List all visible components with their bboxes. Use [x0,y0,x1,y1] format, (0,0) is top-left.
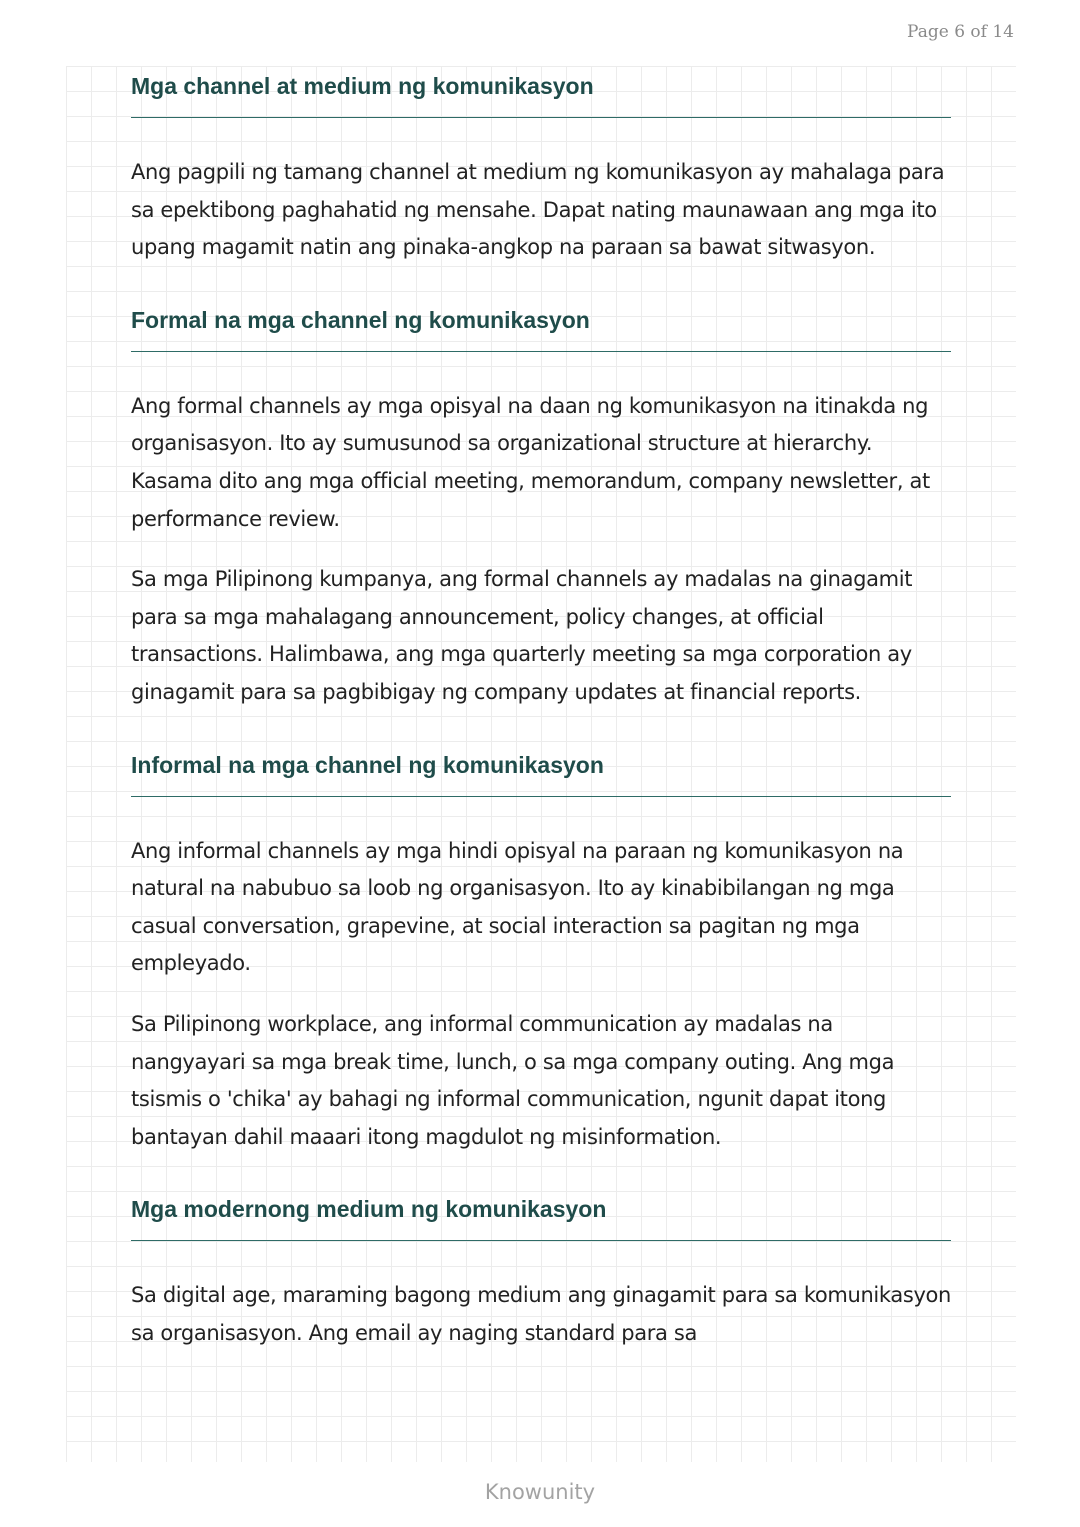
footer-brand-logo: Knowunity [484,1480,596,1504]
paragraph: Sa Pilipinong workplace, ang informal communication ay madalas na nangyayari sa mga break time, lunch, o sa mga company outing. Ang mga tsismis o 'chika' ay bahagi ng informal communication, ngunit dapat itong bantayan dahil maaari itong magdulot ng misinformation. [131,1011,895,1149]
section-heading: Informal na mga channel ng komunikasyon [131,745,951,797]
paragraph: Sa mga Pilipinong kumpanya, ang formal channels ay madalas na ginagamit para sa mga mahalagang announcement, policy changes, at official transactions. Halimbawa, ang mga quarterly meeting sa mga corporation ay ginagamit para sa pagbibigay ng company updates at financial reports. [131,567,913,704]
paragraph: Ang pagpili ng tamang channel at medium ng komunikasyon ay mahalaga para sa epektibong paghahatid ng mensahe. Dapat nating maunawaan ang mga ito upang magamit natin ang pinaka-angkop na paraan sa bawat sitwasyon. [131,160,945,260]
section-formal-channels [131,300,951,712]
section-heading: Formal na mga channel ng komunikasyon [131,300,951,352]
section-informal-channels [131,745,951,1157]
section-heading: Mga modernong medium ng komunikasyon [131,1189,951,1241]
section-modern-medium [131,1189,951,1352]
section-channels-and-medium [131,66,951,267]
paragraph: Ang informal channels ay mga hindi opisyal na paraan ng komunikasyon na natural na nabubuo sa loob ng organisasyon. Ito ay kinabibilangan ng mga casual conversation, grapevine, at social interaction sa pagitan ng mga empleyado. [131,838,904,976]
document-body [131,66,951,1352]
section-heading: Mga channel at medium ng komunikasyon [131,66,951,118]
paragraph: Sa digital age, maraming bagong medium ang ginagamit para sa komunikasyon sa organisasyon. Ang email ay naging standard para sa [131,1283,951,1345]
page-indicator: Page 6 of 14 [907,22,1014,42]
paragraph: Ang formal channels ay mga opisyal na daan ng komunikasyon na itinakda ng organisasyon. Ito ay sumusunod sa organizational structure at hierarchy. Kasama dito ang mga official meeting, memorandum, company newsletter, at performance review. [131,393,930,531]
